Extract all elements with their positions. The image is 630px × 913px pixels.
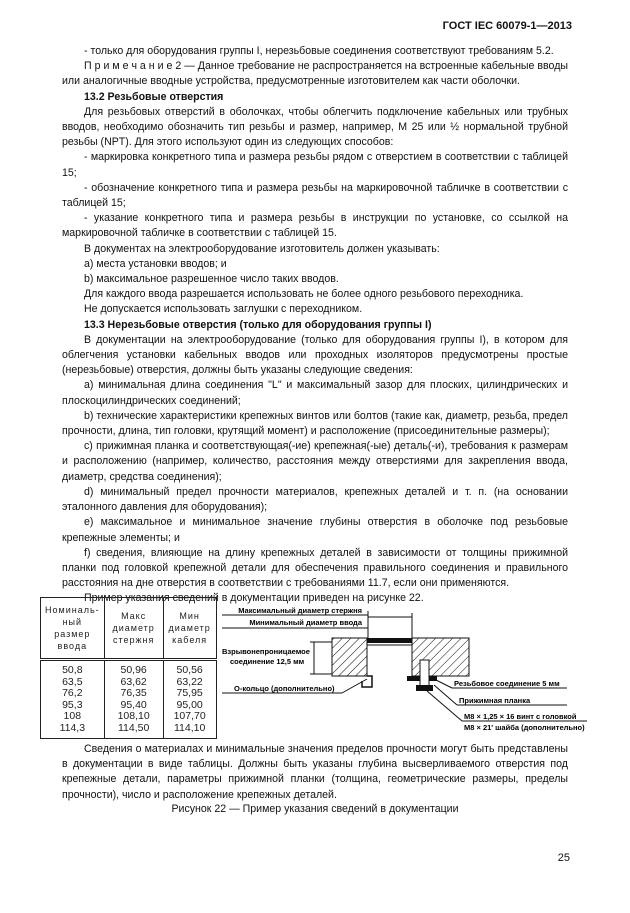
label-clamp: Прижимная планка bbox=[459, 696, 531, 705]
paragraph: b) максимальное разрешенное число таких вводов. bbox=[84, 273, 339, 286]
table-cell: 114,10 bbox=[163, 723, 216, 739]
table-cell: 76,2 bbox=[41, 688, 105, 700]
paragraph: - указание конкретного типа и размера резьбы в инструкции по установке, со ссылкой на маркировочной табличке в соответствии с таблицей 15. bbox=[62, 212, 568, 240]
table-cell: 108 bbox=[41, 711, 105, 723]
table-cell: 50,8 bbox=[41, 660, 105, 677]
paragraph: Пример указания сведений в документации приведен на рисунке 22. bbox=[84, 592, 424, 605]
table-cell: 95,40 bbox=[104, 700, 163, 712]
col-header: Макс диаметр стержня bbox=[104, 598, 163, 660]
standard-header: ГОСТ IEC 60079-1—2013 bbox=[442, 20, 572, 32]
paragraph: - обозначение конкретного типа и размера резьбы на маркировочной табличке в соответствии с таблицей 15; bbox=[62, 181, 568, 210]
paragraph: Не допускается использовать заглушки с переходником. bbox=[84, 303, 363, 316]
table-row bbox=[41, 711, 217, 723]
rod bbox=[367, 638, 412, 643]
paragraph: Для резьбовых отверстий в оболочках, чтобы облегчить подключение кабельных или трубных вводов, необходимо обозначить тип резьбы и размер, например, М 25 или ½ нормальной трубной резьбы (NPT). Для этого используют один из следующих способов: bbox=[62, 105, 568, 149]
paragraph: b) технические характеристики крепежных винтов или болтов (такие как, диаметр, резьба, предел прочности, длина, тип головки, крутящий момент) и расположение (присоединительные размеры); bbox=[62, 409, 568, 438]
figure-caption: Рисунок 22 — Пример указания сведений в документации bbox=[171, 803, 459, 815]
table-cell: 50,56 bbox=[163, 660, 216, 677]
paragraph: В документации на электрооборудование (только для оборудования группы I), в котором для облегчения установки кабельных вводов или проходных изоляторов предусмотрены простые (нерезьбовые) отверстия, должны быть указаны следующие сведения: bbox=[62, 333, 568, 377]
table-cell: 95,3 bbox=[41, 700, 105, 712]
dimensions-table bbox=[40, 597, 217, 739]
paragraph: а) места установки вводов; и bbox=[84, 257, 227, 270]
table-row bbox=[41, 660, 217, 677]
section-heading: 13.3 Нерезьбовые отверстия (только для оборудования группы I) bbox=[84, 318, 432, 331]
paragraph: - маркировка конкретного типа и размера резьбы рядом с отверстием в соответствии с таблицей 15; bbox=[62, 151, 568, 179]
table-row bbox=[41, 688, 217, 700]
body-text bbox=[62, 44, 568, 607]
table-cell: 76,35 bbox=[104, 688, 163, 700]
table-row bbox=[41, 723, 217, 739]
paragraph: - только для оборудования группы I, нерезьбовые соединения соответствуют требованиям 5.2. bbox=[84, 45, 554, 57]
label-flamepath-1: Взрывонепроницаемое bbox=[222, 647, 310, 656]
screw-head bbox=[416, 685, 433, 691]
table-cell: 114,50 bbox=[104, 723, 163, 739]
table-cell: 107,70 bbox=[163, 711, 216, 723]
table-cell: 63,5 bbox=[41, 677, 105, 689]
paragraph: В документах на электрооборудование изготовитель должен указывать: bbox=[84, 242, 440, 255]
label-oring: О-кольцо (дополнительно) bbox=[234, 684, 335, 693]
table-cell: 63,22 bbox=[163, 677, 216, 689]
label-max-rod: Максимальный диаметр стержня bbox=[238, 606, 362, 615]
paragraph: d) минимальный предел прочности материалов, крепежных деталей и т. п. (на основании эталонного давления для оборудования); bbox=[62, 485, 568, 514]
paragraph: с) прижимная планка и соответствующая(-ие) крепежная(-ые) деталь(-и), требования к размерам и расположению (например, количество, расстояния между отверстиями для закрепления ввода, диаметр, средства соединения); bbox=[62, 440, 568, 483]
after-paragraph: Сведения о материалах и минимальные значения пределов прочности могут быть представлены в документации в виде таблицы. Должны быть указаны глубина высверливаемого отверстия под крепежные детали, параметры прижимной планки (толщина, геометрические размеры, пределы прочности), число и расположение крепежных деталей. bbox=[62, 743, 568, 801]
table-cell: 63,62 bbox=[104, 677, 163, 689]
note-paragraph: П р и м е ч а н и е 2 — Данное требование не распространяется на встроенные кабельные вводы или аналогичные вводные устройства, предусмотренные изготовителем как части оболочки. bbox=[62, 60, 568, 88]
table-cell: 75,95 bbox=[163, 688, 216, 700]
col-header: Номиналь-ный размер ввода bbox=[41, 598, 105, 660]
enclosure-wall-left bbox=[332, 638, 367, 676]
paragraph: Для каждого ввода разрешается использовать не более одного резьбового переходника. bbox=[84, 288, 524, 301]
entry-diagram bbox=[222, 597, 592, 732]
page-number: 25 bbox=[557, 852, 570, 864]
label-thread: Резьбовое соединение 5 мм bbox=[454, 679, 560, 688]
section-heading: 13.2 Резьбовые отверстия bbox=[84, 90, 224, 103]
label-min-entry: Минимальный диаметр ввода bbox=[249, 618, 362, 627]
paragraph: е) максимальное и минимальное значение глубины отверстия в оболочке под резьбовые крепежные элементы; и bbox=[62, 516, 568, 544]
table-cell: 50,96 bbox=[104, 660, 163, 677]
table-cell: 108,10 bbox=[104, 711, 163, 723]
table-cell: 95,00 bbox=[163, 700, 216, 712]
paragraph: а) минимальная длина соединения "L" и максимальный зазор для плоских, цилиндрических и плоскоцилиндрических соединений; bbox=[62, 379, 568, 407]
col-header: Мин диаметр кабеля bbox=[163, 598, 216, 660]
label-flamepath-2: соединение 12,5 мм bbox=[230, 657, 305, 666]
label-washer: M8 × 21' шайба (дополнительно) bbox=[464, 723, 585, 732]
paragraph: f) сведения, влияющие на длину крепежных деталей в зависимости от толщины прижимной планки под головкой крепежной детали для обеспечения правильного соединения и правильного расстояния на дне отверстия в соответствии с требованиями 11.7, если они применяются. bbox=[62, 546, 568, 590]
label-screw: M8 × 1,25 × 16 винт с головкой bbox=[464, 712, 577, 721]
table-cell: 114,3 bbox=[41, 723, 105, 739]
